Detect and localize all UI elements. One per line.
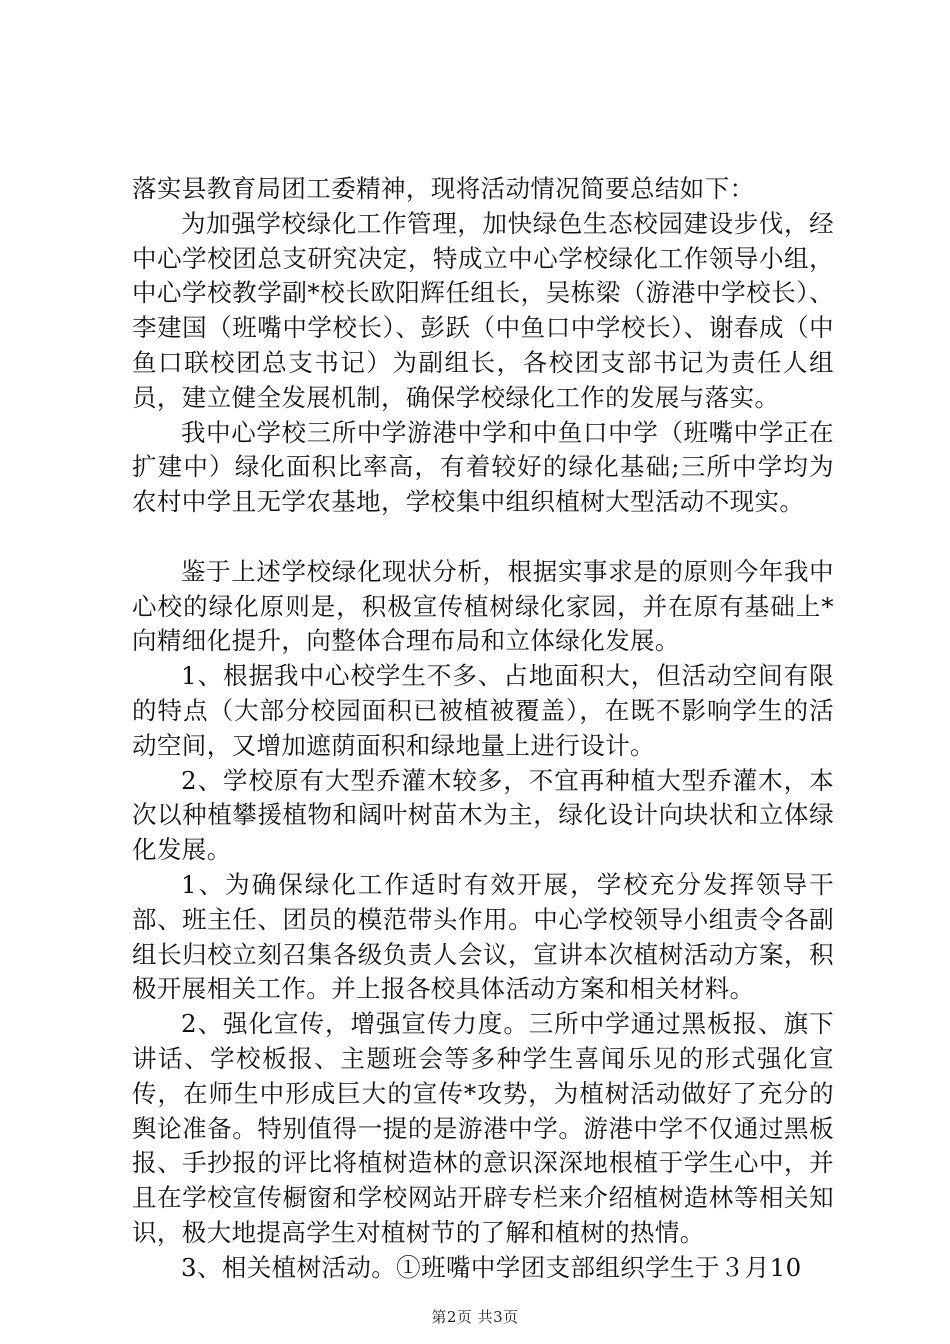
paragraph-intro: 落实县教育局团工委精神，现将活动情况简要总结如下： xyxy=(132,174,755,203)
paragraph-measure-3: 3、相关植树活动。①班嘴中学团支部组织学生于３月10 xyxy=(181,1252,802,1282)
document-body xyxy=(132,172,834,1286)
paragraph-leadership-group: 为加强学校绿化工作管理，加快绿色生态校园建设步伐，经中心学校团总支研究决定，特成立中心学校绿化工作领导小组，中心学校教学副*校长欧阳辉任组长，吴栋梁（游港中学校长）、李建国（班嘴中学校长）、彭跃（中鱼口中学校长）、谢春成（中鱼口联校团总支书记）为副组长，各校团支部书记为责任人组员，建立健全发展机制，确保学校绿化工作的发展与落实。 xyxy=(132,208,834,412)
paragraph-design-point-2: 2、学校原有大型乔灌木较多，不宜再种植大型乔灌木，本次以种植攀援植物和阔叶树苗木为主，绿化设计向块状和立体绿化发展。 xyxy=(132,765,834,865)
page-number-footer: 第2页 共3页 xyxy=(431,1308,519,1326)
paragraph-measure-2: 2、强化宣传，增强宣传力度。三所中学通过黑板报、旗下讲话、学校板报、主题班会等多种学生喜闻乐见的形式强化宣传，在师生中形成巨大的宣传*攻势，为植树活动做好了充分的舆论准备。特别值得一提的是游港中学。游港中学不仅通过黑板报、手抄报的评比将植树造林的意识深深地根植于学生心中，并且在学校宣传橱窗和学校网站开辟专栏来介绍植树造林等相关知识，极大地提高学生对植树节的了解和植树的热情。 xyxy=(132,1009,834,1247)
paragraph-design-point-1: 1、根据我中心校学生不多、占地面积大，但活动空间有限的特点（大部分校园面积已被植被覆盖），在既不影响学生的活动空间，又增加遮荫面积和绿地量上进行设计。 xyxy=(132,661,834,760)
paragraph-greening-status: 我中心学校三所中学游港中学和中鱼口中学（班嘴中学正在扩建中）绿化面积比率高，有着较好的绿化基础;三所中学均为农村中学且无学农基地，学校集中组织植树大型活动不现实。 xyxy=(132,417,834,517)
paragraph-greening-principle: 鉴于上述学校绿化现状分析，根据实事求是的原则今年我中心校的绿化原则是，积极宣传植树绿化家园，并在原有基础上*向精细化提升，向整体合理布局和立体绿化发展。 xyxy=(132,556,834,656)
paragraph-measure-1: 1、为确保绿化工作适时有效开展，学校充分发挥领导干部、班主任、团员的模范带头作用。中心学校领导小组责令各副组长归校立刻召集各级负责人会议，宣讲本次植树活动方案，积极开展相关工作。并上报各校具体活动方案和相关材料。 xyxy=(132,869,834,1004)
